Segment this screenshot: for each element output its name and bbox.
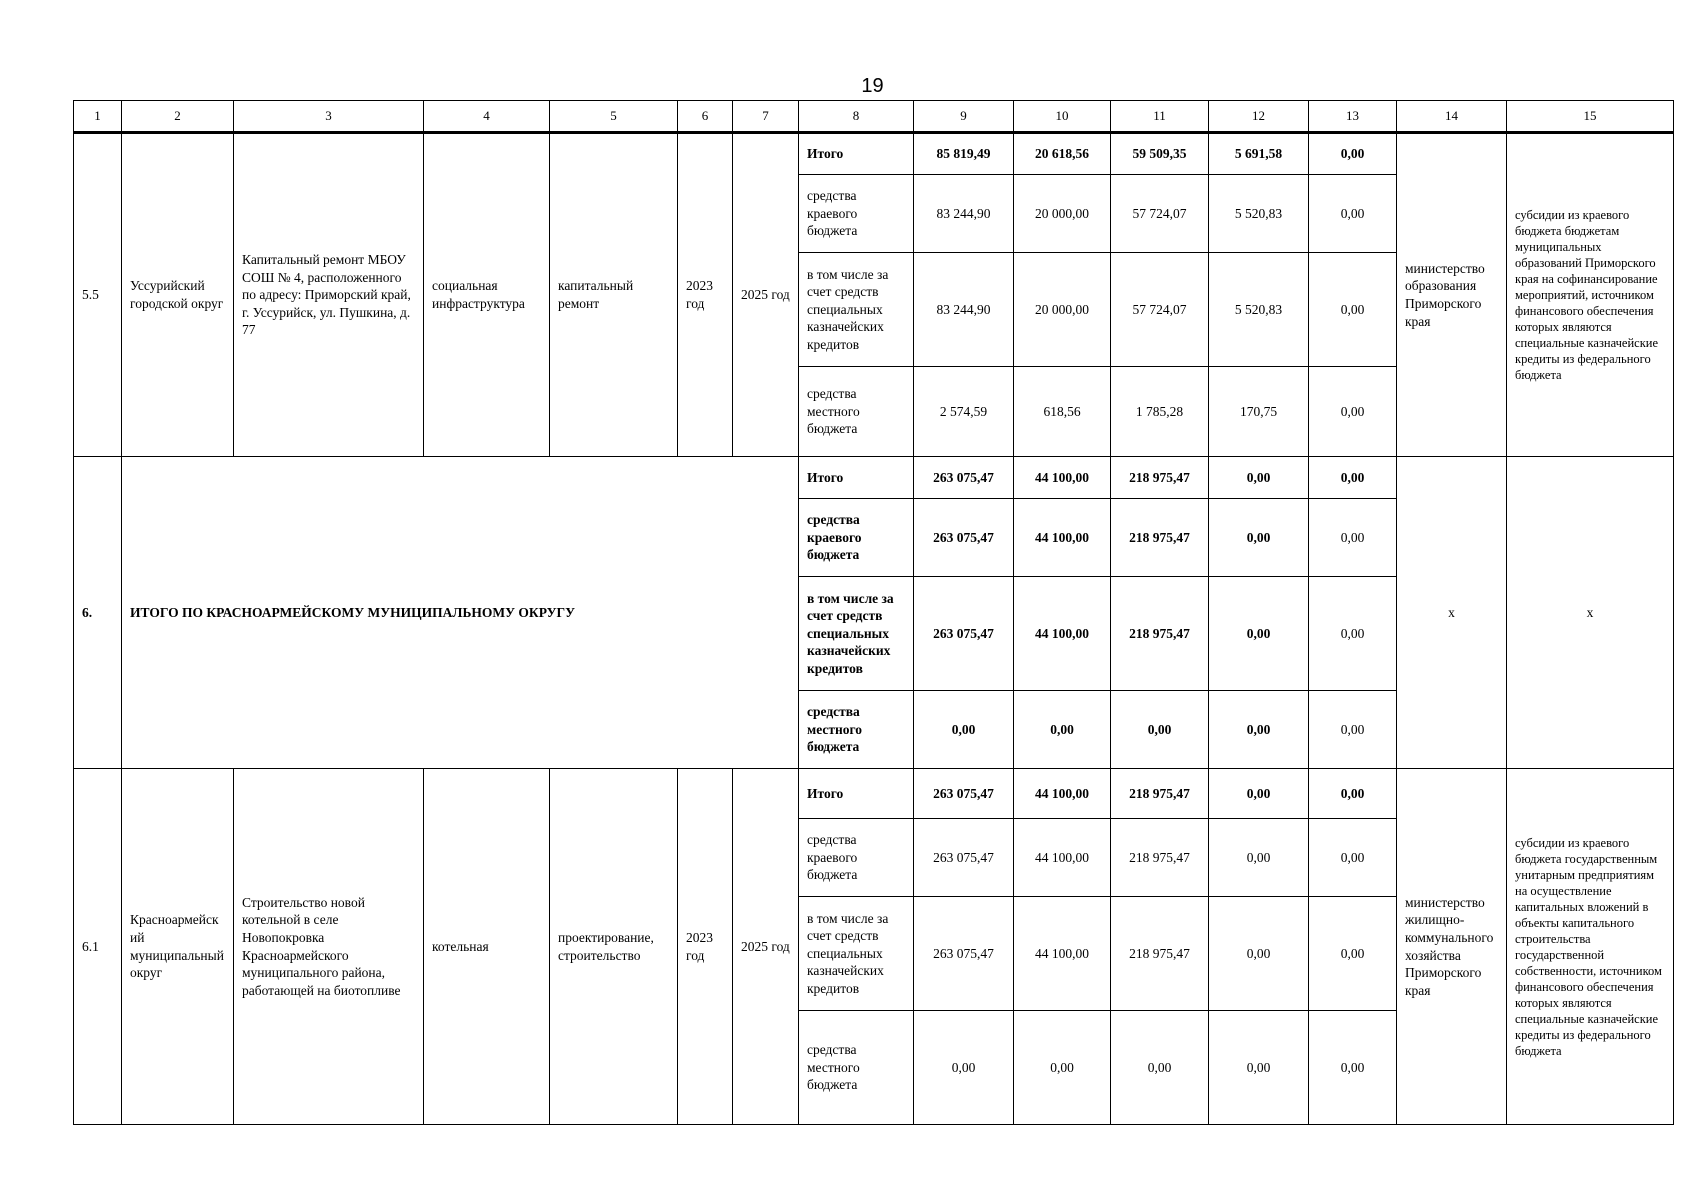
value-cell: 263 075,47 — [914, 897, 1014, 1011]
end-year-cell: 2025 год — [733, 133, 799, 457]
value-cell: 0,00 — [1209, 457, 1309, 499]
value-cell: 83 244,90 — [914, 253, 1014, 367]
value-cell: 0,00 — [1309, 691, 1397, 769]
end-year-cell: 2025 год — [733, 769, 799, 1125]
value-cell: 170,75 — [1209, 367, 1309, 457]
value-cell: 20 000,00 — [1014, 175, 1111, 253]
object-cell: Строительство новой котельной в селе Новопокровка Красноармейского муниципального района, работающей на биотопливе — [234, 769, 424, 1125]
value-cell: 57 724,07 — [1111, 253, 1209, 367]
value-cell: 0,00 — [1309, 1011, 1397, 1125]
column-number: 3 — [234, 101, 424, 133]
value-cell: 0,00 — [1309, 819, 1397, 897]
administrator-cell: x — [1397, 457, 1507, 769]
value-cell: 0,00 — [1309, 253, 1397, 367]
value-cell: 218 975,47 — [1111, 499, 1209, 577]
value-cell: 0,00 — [1309, 133, 1397, 175]
row-number: 5.5 — [74, 133, 122, 457]
value-cell: 5 520,83 — [1209, 175, 1309, 253]
column-number: 14 — [1397, 101, 1507, 133]
work-type-cell: капитальный ремонт — [550, 133, 678, 457]
table-row — [74, 769, 1674, 819]
funding-source: средства местного бюджета — [799, 1011, 914, 1125]
column-number: 2 — [122, 101, 234, 133]
table-row — [74, 133, 1674, 175]
value-cell: 20 000,00 — [1014, 253, 1111, 367]
row-number: 6. — [74, 457, 122, 769]
value-cell: 0,00 — [1209, 897, 1309, 1011]
value-cell: 0,00 — [1309, 457, 1397, 499]
funding-source: средства краевого бюджета — [799, 819, 914, 897]
value-cell: 0,00 — [1309, 897, 1397, 1011]
value-cell: 0,00 — [1209, 577, 1309, 691]
value-cell: 218 975,47 — [1111, 769, 1209, 819]
investment-table — [73, 100, 1674, 1125]
value-cell: 44 100,00 — [1014, 457, 1111, 499]
value-cell: 0,00 — [1111, 1011, 1209, 1125]
funding-source: Итого — [799, 769, 914, 819]
column-number: 6 — [678, 101, 733, 133]
value-cell: 0,00 — [1014, 1011, 1111, 1125]
column-number: 13 — [1309, 101, 1397, 133]
value-cell: 44 100,00 — [1014, 769, 1111, 819]
funding-source: средства местного бюджета — [799, 691, 914, 769]
value-cell: 0,00 — [1209, 819, 1309, 897]
administrator-cell: министерство образования Приморского края — [1397, 133, 1507, 457]
value-cell: 0,00 — [1209, 769, 1309, 819]
value-cell: 44 100,00 — [1014, 499, 1111, 577]
value-cell: 0,00 — [914, 691, 1014, 769]
value-cell: 263 075,47 — [914, 457, 1014, 499]
column-number: 5 — [550, 101, 678, 133]
value-cell: 57 724,07 — [1111, 175, 1209, 253]
value-cell: 0,00 — [1309, 367, 1397, 457]
subsidy-form-cell: субсидии из краевого бюджета государственным унитарным предприятиям на осуществление капитальных вложений в объекты капитального строительства государственной собственности, источником финансового обеспечения которых являются специальные казначейские кредиты из федерального бюджета — [1507, 769, 1674, 1125]
subsidy-form-cell: x — [1507, 457, 1674, 769]
value-cell: 0,00 — [1309, 175, 1397, 253]
column-number: 12 — [1209, 101, 1309, 133]
value-cell: 0,00 — [1309, 769, 1397, 819]
value-cell: 0,00 — [1209, 499, 1309, 577]
value-cell: 83 244,90 — [914, 175, 1014, 253]
value-cell: 263 075,47 — [914, 577, 1014, 691]
object-cell: Капитальный ремонт МБОУ СОШ № 4, расположенного по адресу: Приморский край, г. Уссурийск, ул. Пушкина, д. 77 — [234, 133, 424, 457]
work-type-cell: проектирование, строительство — [550, 769, 678, 1125]
value-cell: 20 618,56 — [1014, 133, 1111, 175]
funding-source: в том числе за счет средств специальных казначейских кредитов — [799, 577, 914, 691]
total-title: ИТОГО ПО КРАСНОАРМЕЙСКОМУ МУНИЦИПАЛЬНОМУ ОКРУГУ — [122, 457, 799, 769]
column-number: 4 — [424, 101, 550, 133]
funding-source: средства краевого бюджета — [799, 175, 914, 253]
value-cell: 44 100,00 — [1014, 819, 1111, 897]
value-cell: 5 691,58 — [1209, 133, 1309, 175]
object-type-cell: социальная инфраструктура — [424, 133, 550, 457]
value-cell: 59 509,35 — [1111, 133, 1209, 175]
column-number: 8 — [799, 101, 914, 133]
administrator-cell: министерство жилищно-коммунального хозяйства Приморского края — [1397, 769, 1507, 1125]
value-cell: 0,00 — [1014, 691, 1111, 769]
value-cell: 0,00 — [1209, 691, 1309, 769]
value-cell: 218 975,47 — [1111, 457, 1209, 499]
column-number-row — [74, 101, 1674, 133]
column-number: 10 — [1014, 101, 1111, 133]
value-cell: 0,00 — [1209, 1011, 1309, 1125]
value-cell: 218 975,47 — [1111, 819, 1209, 897]
column-number: 9 — [914, 101, 1014, 133]
subsidy-form-cell: субсидии из краевого бюджета бюджетам муниципальных образований Приморского края на софинансирование мероприятий, источником финансового обеспечения которых являются специальные казначейские кредиты из федерального бюджета — [1507, 133, 1674, 457]
municipality-cell: Красноармейский муниципальный округ — [122, 769, 234, 1125]
column-number: 1 — [74, 101, 122, 133]
funding-source: средства краевого бюджета — [799, 499, 914, 577]
funding-source: в том числе за счет средств специальных казначейских кредитов — [799, 897, 914, 1011]
value-cell: 2 574,59 — [914, 367, 1014, 457]
value-cell: 218 975,47 — [1111, 577, 1209, 691]
value-cell: 5 520,83 — [1209, 253, 1309, 367]
column-number: 15 — [1507, 101, 1674, 133]
value-cell: 44 100,00 — [1014, 577, 1111, 691]
value-cell: 0,00 — [1111, 691, 1209, 769]
value-cell: 1 785,28 — [1111, 367, 1209, 457]
row-number: 6.1 — [74, 769, 122, 1125]
object-type-cell: котельная — [424, 769, 550, 1125]
funding-source: средства местного бюджета — [799, 367, 914, 457]
funding-source: в том числе за счет средств специальных казначейских кредитов — [799, 253, 914, 367]
value-cell: 44 100,00 — [1014, 897, 1111, 1011]
page-number: 19 — [861, 75, 884, 97]
value-cell: 263 075,47 — [914, 499, 1014, 577]
column-number: 7 — [733, 101, 799, 133]
funding-source: Итого — [799, 457, 914, 499]
value-cell: 0,00 — [1309, 577, 1397, 691]
column-number: 11 — [1111, 101, 1209, 133]
start-year-cell: 2023 год — [678, 769, 733, 1125]
table-row — [74, 457, 1674, 499]
value-cell: 218 975,47 — [1111, 897, 1209, 1011]
funding-source: Итого — [799, 133, 914, 175]
start-year-cell: 2023 год — [678, 133, 733, 457]
value-cell: 0,00 — [914, 1011, 1014, 1125]
value-cell: 263 075,47 — [914, 819, 1014, 897]
municipality-cell: Уссурийский городской округ — [122, 133, 234, 457]
value-cell: 85 819,49 — [914, 133, 1014, 175]
value-cell: 0,00 — [1309, 499, 1397, 577]
value-cell: 263 075,47 — [914, 769, 1014, 819]
value-cell: 618,56 — [1014, 367, 1111, 457]
